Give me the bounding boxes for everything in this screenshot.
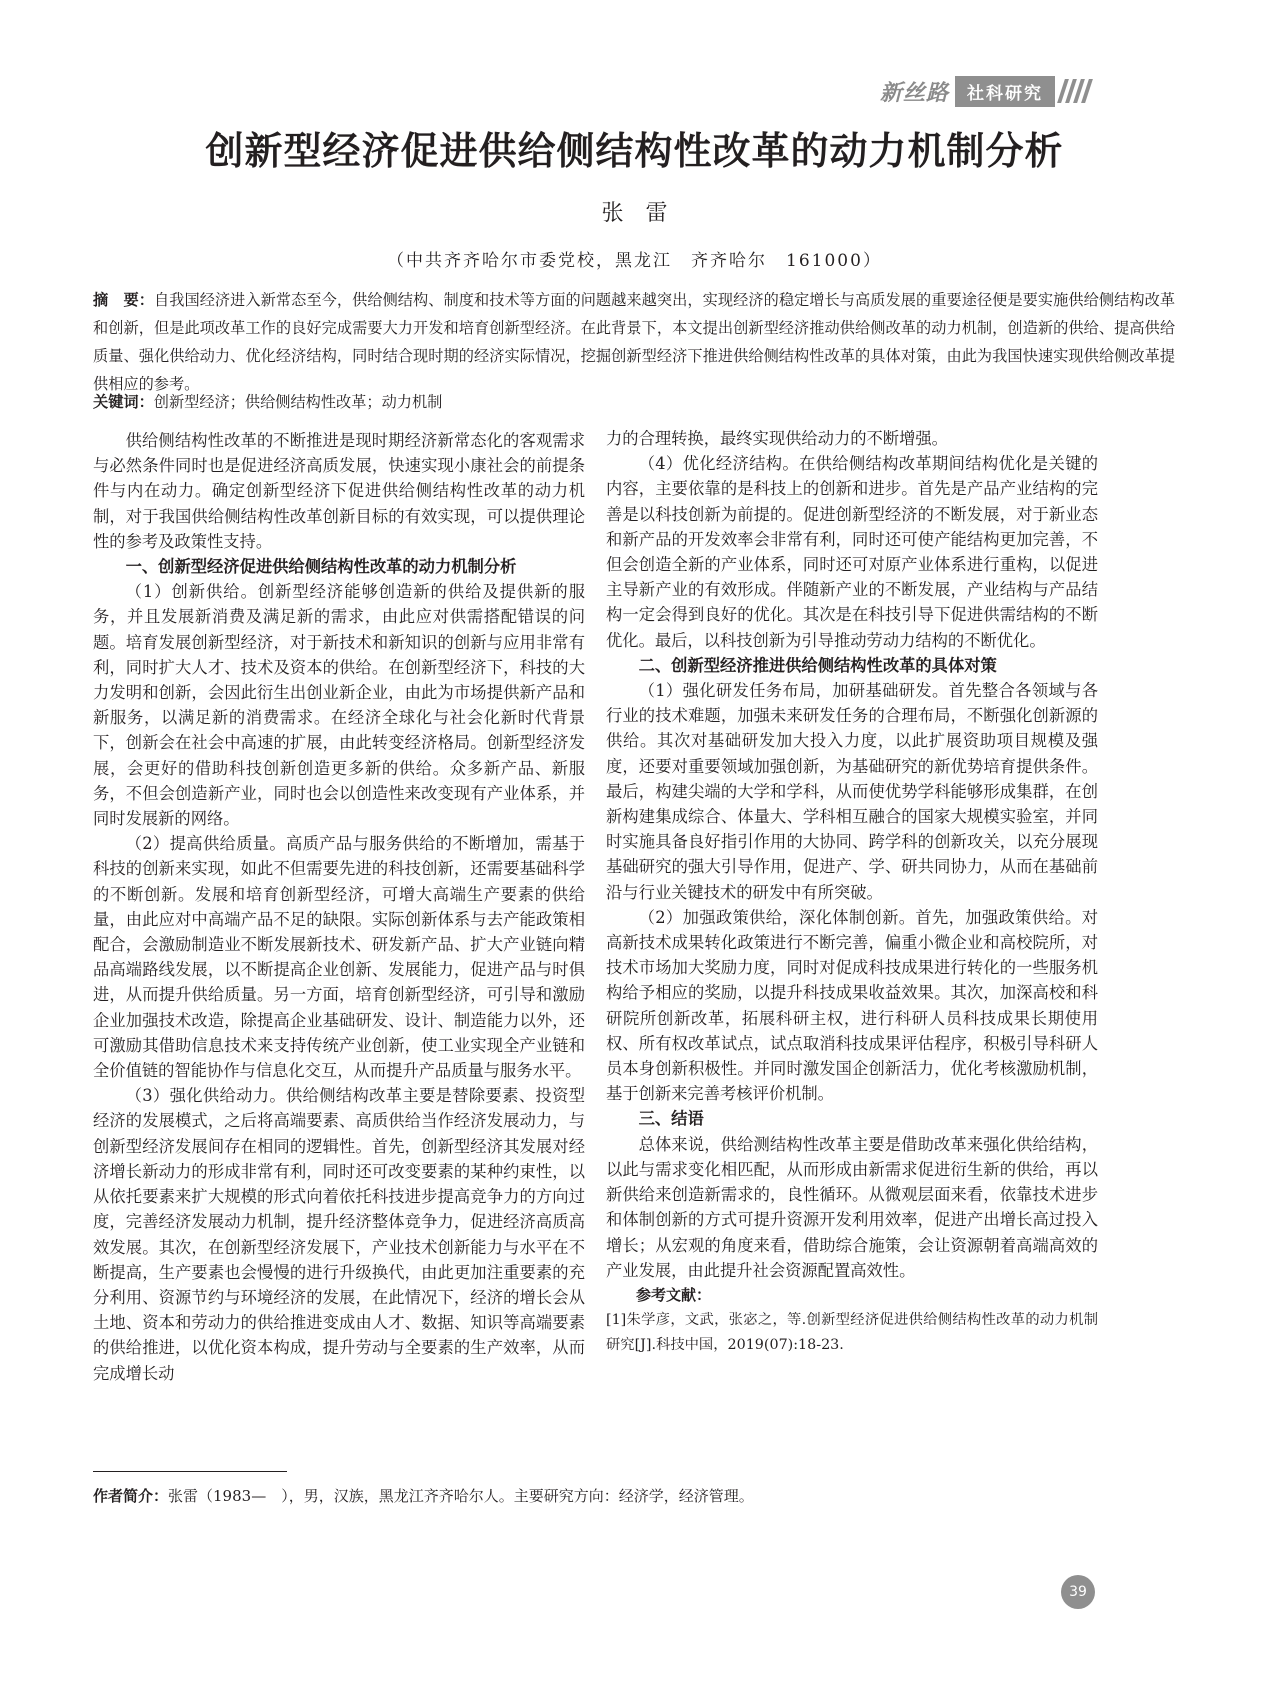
article-author: 张雷 bbox=[601, 201, 690, 226]
author-note-text: 张雷（1983— ），男，汉族，黑龙江齐齐哈尔人。主要研究方向：经济学，经济管理。 bbox=[168, 1487, 754, 1505]
section-2-paragraph-2: （2）加强政策供给，深化体制创新。首先，加强政策供给。对高新技术成果转化政策进行不断完善，偏重小微企业和高校院所，对技术市场加大奖励力度，同时对促成科技成果进行转化的一些服务机构给予相应的奖励，以提升科技成果收益效果。其次，加深高校和科研院所创新改革，拓展科研主权，进行科研人员科技成果长期使用权、所有权改革试点，试点取消科技成果评估程序，积极引导科研人员本身创新积极性。并同时激发国企创新活力，优化考核激励机制，基于创新来完善考核评价机制。 bbox=[606, 907, 1098, 1104]
section-1-paragraph-4: （4）优化经济结构。在供给侧结构改革期间结构优化是关键的内容，主要依靠的是科技上的创新和进步。首先是产品产业结构的完善是以科技创新为前提的。促进创新型经济的不断发展，对于新业态和新产品的开发效率会非常有利，同时还可使产能结构更加完善，不但会创造全新的产业体系，同时还可对原产业体系进行重构，以促进主导新产业的有效形成。伴随新产业的不断发展，产业结构与产品结构一定会得到良好的优化。其次是在科技引导下促进供需结构的不断优化。最后，以科技创新为引导推动劳动力结构的不断优化。 bbox=[606, 454, 1098, 650]
intro-paragraph: 供给侧结构性改革的不断推进是现时期经济新常态化的客观需求与必然条件同时也是促进经济高质发展，快速实现小康社会的前提条件与内在动力。确定创新型经济下促进供给侧结构性改革的动力机制，对于我国供给侧结构性改革创新目标的有效实现，可以提供理论性的参考及政策性支持。 bbox=[93, 431, 585, 551]
keywords-label: 关键词： bbox=[93, 393, 154, 411]
abstract-label: 摘 要： bbox=[93, 291, 154, 309]
abstract-text: 自我国经济进入新常态至今，供给侧结构、制度和技术等方面的问题越来越突出，实现经济的稳定增长与高质发展的重要途径便是要实施供给侧结构改革和创新，但是此项改革工作的良好完成需要大力开发和培育创新型经济。在此背景下，本文提出创新型经济推动供给侧改革的动力机制，创造新的供给、提高供给质量、强化供给动力、优化经济结构，同时结合现时期的经济实际情况，挖掘创新型经济下推进供给侧结构性改革的具体对策，由此为我国快速实现供给侧改革提供相应的参考。 bbox=[93, 291, 1176, 393]
abstract bbox=[93, 286, 1175, 398]
section-1-paragraph-1: （1）创新供给。创新型经济能够创造新的供给及提供新的服务，并且发展新消费及满足新的需求，由此应对供需搭配错误的问题。培育发展创新型经济，对于新技术和新知识的创新与应用非常有利，同时扩大人才、技术及资本的供给。在创新型经济下，科技的大力发明和创新，会因此衍生出创业新企业，由此为市场提供新产品和新服务，以满足新的消费需求。在经济全球化与社会化新时代背景下，创新会在社会中高速的扩展，由此转变经济格局。创新型经济发展，会更好的借助科技创新创造更多新的供给。众多新产品、新服务，不但会创造新产业，同时也会以创造性来改变现有产业体系，并同时发展新的网络。 bbox=[93, 582, 585, 829]
left-column bbox=[93, 428, 585, 1386]
right-column bbox=[606, 426, 1098, 1358]
section-2-paragraph-1: （1）强化研发任务布局，加研基础研发。首先整合各领域与各行业的技术难题，加强未来研发任务的合理布局，不断强化创新源的供给。其次对基础研发加大投入力度，以此扩展资助项目规模及强度，还要对重要领域加强创新，为基础研究的新优势培育提供条件。最后，构建尖端的大学和学科，从而使优势学科能够形成集群，在创新构建集成综合、体量大、学科相互融合的国家大规模实验室，并同时实施具备良好指引作用的大协同、跨学科的创新攻关，以充分展现基础研究的强大引导作用，促进产、学、研共同协力，从而在基础前沿与行业关键技术的研发中有所突破。 bbox=[606, 681, 1098, 902]
section-3-heading: 三、结语 bbox=[638, 1109, 704, 1129]
page-number: 39 bbox=[1061, 1575, 1095, 1609]
section-2-heading: 二、创新型经济推进供给侧结构性改革的具体对策 bbox=[638, 655, 997, 675]
author-note-label: 作者简介： bbox=[93, 1487, 169, 1505]
section-1-paragraph-3: （3）强化供给动力。供给侧结构改革主要是替除要素、投资型经济的发展模式，之后将高端要素、高质供给当作经济发展动力，与创新型经济发展间存在相同的逻辑性。首先，创新型经济其发展对经济增长新动力的形成非常有利，同时还可改变要素的某种约束性，以从依托要素来扩大规模的形式向着依托科技进步提高竞争力的方向过度，完善经济发展动力机制，提升经济整体竞争力，促进经济高质高效发展。其次，在创新型经济发展下，产业技术创新能力与水平在不断提高，生产要素也会慢慢的进行升级换代，由此更加注重要素的充分利用、资源节约与环境经济的发展，在此情况下，经济的增长会从土地、资本和劳动力的供给推进变成由人才、数据、知识等高端要素的供给推进，以优化资本构成，提升劳动与全要素的生产效率，从而完成增长动 bbox=[93, 1086, 585, 1383]
journal-header bbox=[880, 76, 1093, 106]
author-affiliation: （中共齐齐哈尔市委党校，黑龙江 齐齐哈尔 161000） bbox=[387, 251, 882, 271]
reference-item: [1]朱学彦，文武，张宓之，等.创新型经济促进供给侧结构性改革的动力机制研究[J].科技中国，2019(07):18-23. bbox=[606, 1311, 1098, 1353]
section-tag: 社科研究 bbox=[955, 76, 1055, 107]
references-label: 参考文献： bbox=[636, 1285, 712, 1304]
keywords bbox=[93, 388, 1175, 416]
section-1-paragraph-3-continued: 力的合理转换，最终实现供给动力的不断增强。 bbox=[606, 429, 948, 448]
article-title: 创新型经济促进供给侧结构性改革的动力机制分析 bbox=[205, 128, 1064, 173]
section-3-paragraph-1: 总体来说，供给测结构性改革主要是借助改革来强化供给结构，以此与需求变化相匹配，从而形成由新需求促进衍生新的供给，再以新供给来创造新需求的，良性循环。从微观层面来看，依靠技术进步和体制创新的方式可提升资源开发利用效率，促进产出增长高过投入增长；从宏观的角度来看，借助综合施策，会让资源朝着高端高效的产业发展，由此提升社会资源配置高效性。 bbox=[606, 1134, 1098, 1280]
author-note bbox=[93, 1484, 1175, 1508]
decorative-slashes-icon bbox=[1061, 79, 1093, 103]
section-1-heading: 一、创新型经济促进供给侧结构性改革的动力机制分析 bbox=[125, 557, 517, 577]
footnote-divider bbox=[93, 1471, 287, 1472]
journal-brand: 新丝路 bbox=[879, 79, 949, 106]
keywords-text: 创新型经济；供给侧结构性改革；动力机制 bbox=[153, 393, 443, 411]
section-1-paragraph-2: （2）提高供给质量。高质产品与服务供给的不断增加，需基于科技的创新来实现，如此不但需要先进的科技创新，还需要基础科学的不断创新。发展和培育创新型经济，可增大高端生产要素的供给量，由此应对中高端产品不足的缺限。实际创新体系与去产能政策相配合，会激励制造业不断发展新技术、研发新产品、扩大产业链向精品高端路线发展，以不断提高企业创新、发展能力，促进产品与时俱进，从而提升供给质量。另一方面，培育创新型经济，可引导和激励企业加强技术改造，除提高企业基础研发、设计、制造能力以外，还可激励其借助信息技术来支持传统产业创新，使工业实现全产业链和全价值链的智能协作与信息化交互，从而提升产品质量与服务水平。 bbox=[93, 834, 585, 1081]
